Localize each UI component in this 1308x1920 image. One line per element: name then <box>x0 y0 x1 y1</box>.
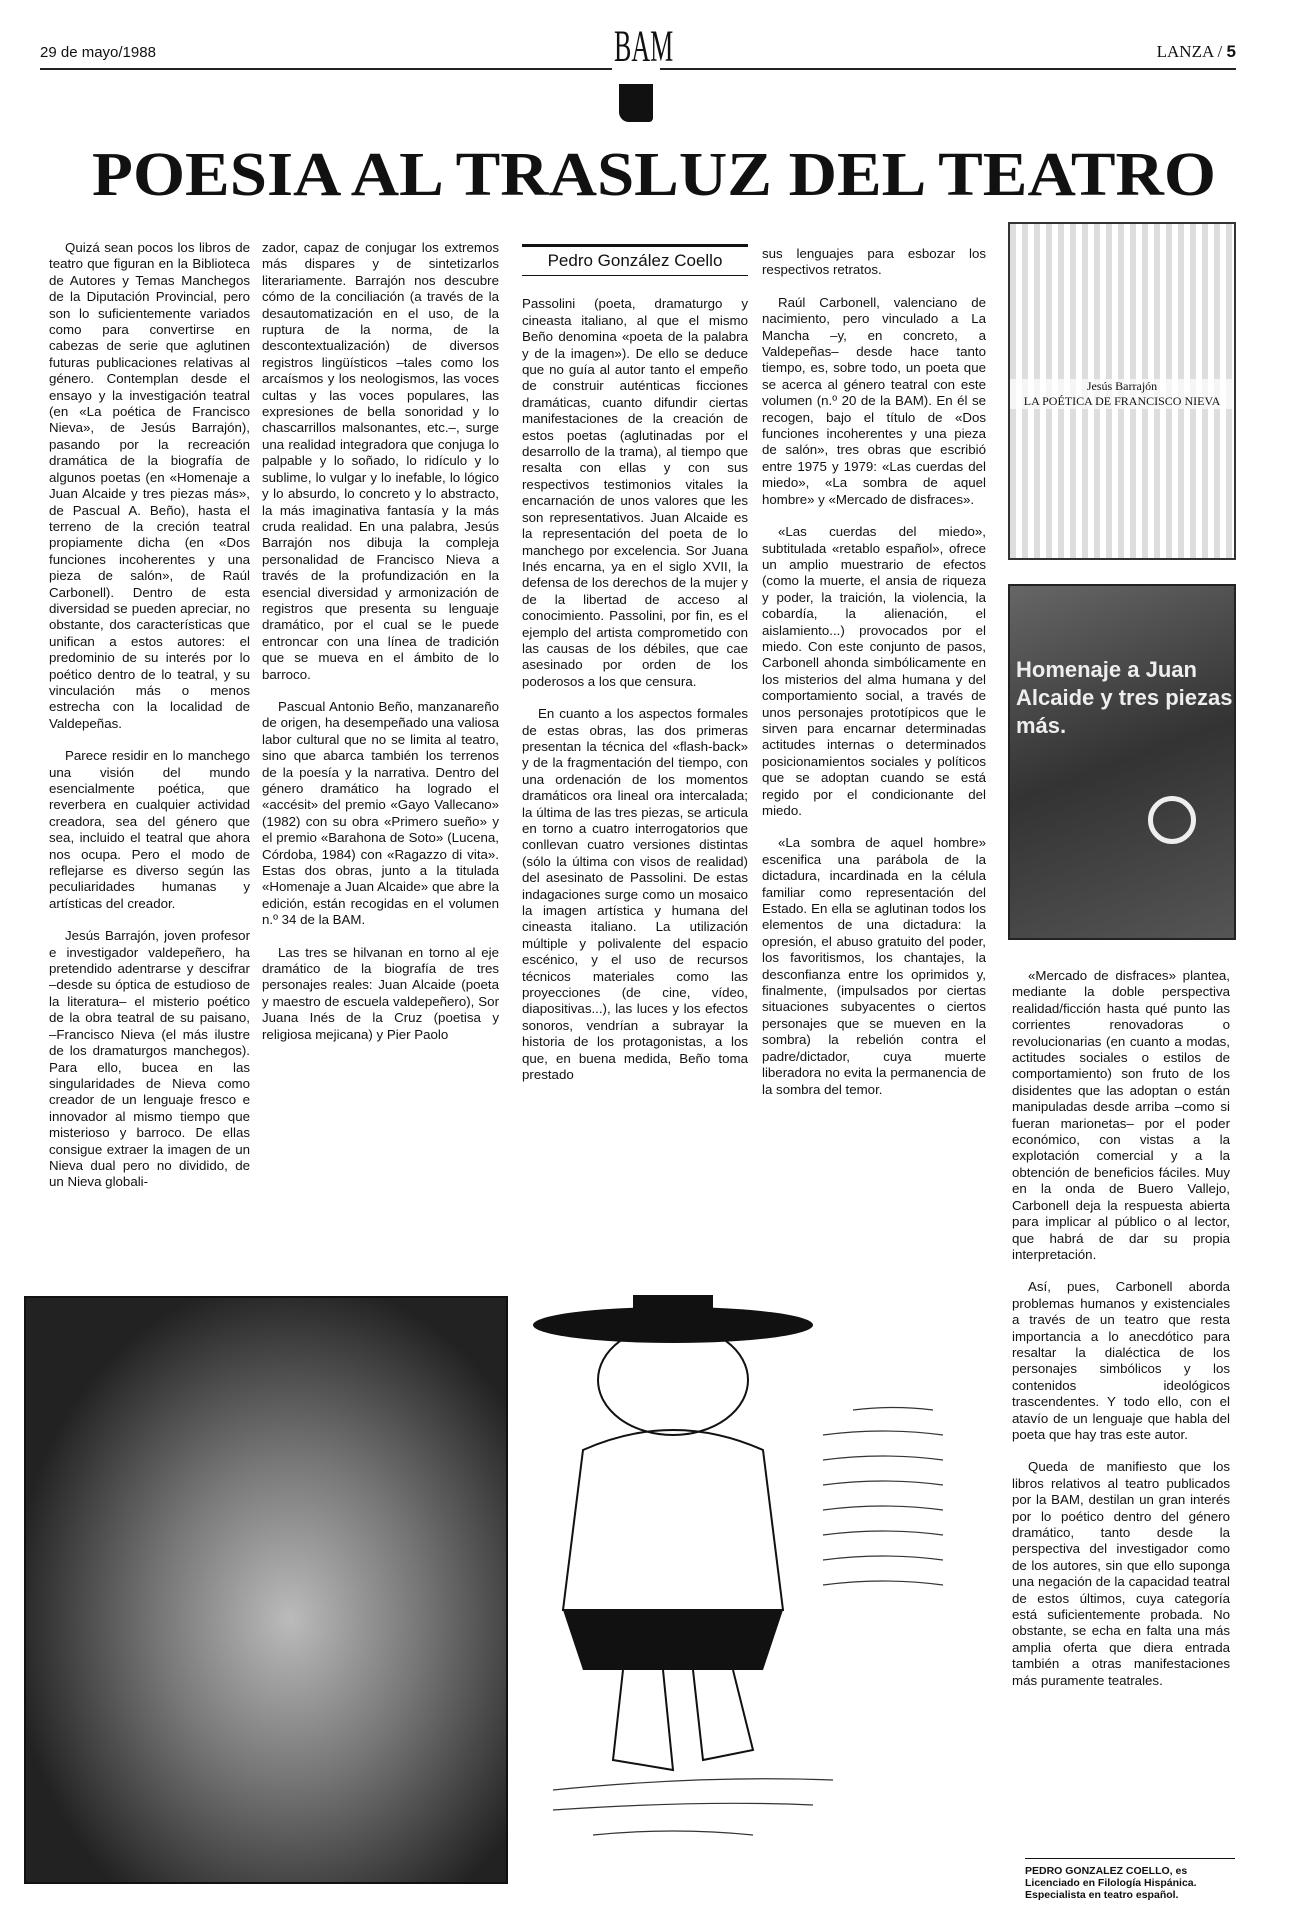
author-name: Pedro González Coello <box>522 244 748 276</box>
header-rule <box>40 68 612 70</box>
column-4: sus lenguajes para esbozar los respectivos retratos. Raúl Carbonell, valenciano de nacimiento, pero vinculado a La Mancha –y, en concreto, a Valdepeñas– desde hace tanto tiempo, es, sobre todo, un poeta que se acerca al género teatral con este volumen (n.º 20 de la BAM). En él se recogen, bajo el título de «Dos funciones incoherentes y una pieza de salón», tres obras que escribió entre 1975 y 1979: «Las cuerdas del miedo», «La sombra de aquel hombre» y «Mercado de disfraces». «Las cuerdas del miedo», subtitulada «retablo español», ofrece un amplio muestrario de efectos (como la muerte, el ansia de riqueza y poder, la traición, la violencia, la cobardía, la alienación, el aislamiento...) provocados por el miedo. Con este conjunto de pasos, Carbonell ahonda simbólicamente en los misterios del alma humana y del comportamiento social, a través de unos personajes prototípicos que le sirven para encarnar determinadas actitudes internas o determinados posicionamientos sociales y políticos que se adoptan cuando se está regido por el condicionante del miedo. «La sombra de aquel hombre» escenifica una parábola de la dictadura, incardinada en la célula familiar como representación del Estado. En ella se aglutinan todos los elementos de una dictadura: la opresión, el abuso gratuito del poder, los favoritismos, los chantajes, la desconfianza entre los oprimidos y, finalmente, (impulsados por ciertas situaciones subyacentes o ciertos personajes que se mueven en la sombra) la rebelión contra el padre/dictador, cuya muerte liberadora no evita la permanencia de la sombra del temor. <box>762 246 986 1097</box>
section-page: LANZA / 5 <box>1156 42 1236 61</box>
issue-date: 29 de mayo/1988 <box>40 44 156 61</box>
column-5: «Mercado de disfraces» plantea, mediante la doble perspectiva realidad/ficción hasta qué punto las corrientes renovadoras o revolucionarias (en cuanto a modas, actitudes sociales o estilos de comportamiento) son fruto de los disidentes que las adoptan o están manipuladas desde arriba –como si fueran marionetas– por el poder económico, con vistas a la explotación comercial y a la obtención de beneficios fáciles. Muy en la onda de Buero Vallejo, Carbonell deja la respuesta abierta para implicar al público o al lector, que habrá de dar su propia interpretación. Así, pues, Carbonell aborda problemas humanos y existenciales a través de un teatro que resta importancia a lo anecdótico para resaltar la dialéctica de los personajes simbólicos y los contenidos ideológicos trascendentes. Y todo ello, con el atavío de un lenguaje que habla del poeta que hay tras este autor. Queda de manifiesto que los libros relativos al teatro publicados por la BAM, destilan un gran interés por lo poético dentro del género dramático, tanto desde la perspectiva del investigador como de los autores, sin que ello suponga una negación de la capacidad teatral de estos últimos, cuya categoría está suficientemente probada. No obstante, se echa en falta una más amplia oferta que diera entrada también a otras manifestaciones más puramente teatrales. <box>1012 968 1230 1688</box>
headline: POESIA AL TRASLUZ DEL TEATRO <box>92 141 1216 209</box>
column-1: Quizá sean pocos los libros de teatro que figuran en la Biblioteca de Autores y Temas Manchegos de la Diputación Provincial, pero son lo suficientemente variados como para convertirse en cabezas de serie que aglutinen futuras publicaciones relativas al género. Contemplan desde el ensayo y la investigación teatral (en «La poética de Francisco Nieva», de Jesús Barrajón), pasando por la recreación dramática de la biografía de algunos poetas (en «Homenaje a Juan Alcaide y tres piezas más», de Pascual A. Beño), hasta el terreno de la creción teatral propiamente dicha (en «Dos funciones incoherentes y una pieza de salón», de Raúl Carbonell). Dentro de esta diversidad se pueden apreciar, no obstante, dos características que unifican a estos autores: el predominio de su interés por lo poético dentro de lo teatral, y su vinculación más o menos estrecha con la localidad de Valdepeñas. Parece residir en lo manchego una visión del mundo esencialmente poética, que reverbera en cualquier actividad creadora, sea del género que sea, incluido el teatral que ahora nos ocupa. Pero el modo de reflejarse es diverso según las peculiaridades humanas y artísticas del creador. Jesús Barrajón, joven profesor e investigador valdepeñero, ha pretendido adentrarse y descifrar –desde su óptica de estudioso de la literatura– el misterio poético de la obra teatral de su paisano, –Francisco Nieva (el más ilustre de los dramaturgos manchegos). Para ello, bucea en las singularidades de Nieva como creador de un lenguaje fresco e innovador al mismo tiempo que misterioso y barroco. De ellas consigue extraer la imagen de un Nieva dual pero no dividido, de un Nieva globali- <box>49 240 250 1190</box>
column-3: Pedro González Coello Passolini (poeta, dramaturgo y cineasta italiano, al que el mismo Beño denomina «poeta de la palabra y de la imagen»). De ello se deduce que no guía al autor tanto el empeño de construir auténticas ficciones dramáticas, cuanto difundir ciertas manifestaciones de la creación de estos poetas (aglutinadas por el desarrollo de la trama), al tiempo que resalta con ellas y con sus respectivos testimonios vitales la encarnación de unos valores que les son representativos. Juan Alcaide es la representación del poeta de lo manchego por excelencia. Sor Juana Inés encarna, ya en el siglo XVII, la defensa de los derechos de la mujer y de la libertad de acceso al conocimiento. Passolini, por fin, es el ejemplo del artista comprometido con las causas de los débiles, que cae asesinado por orden de los poderosos a los que censura. En cuanto a los aspectos formales de estas obras, las dos primeras presentan la técnica del «flash-back» y de la fragmentación del tiempo, con una ordenación de los momentos dramáticos ora lineal ora intercalada; la última de las tres piezas, se articula en torno a cuatro interrogatorios que conllevan cuatro versiones distintas (sólo la última con visos de realidad) del asesinato de Passolini. De estas indagaciones surge como un mosaico la imagen artística y humana del cineasta italiano. La utilización múltiple y polivalente del espacio escénico, y el uso de recursos técnicos materiales como las proyecciones (de cine, vídeo, diapositivas...), las luces y los efectos sonoros, vendrían a subrayar la historia de los protagonistas, a los que, en buena medida, Beño toma prestado <box>522 244 748 1100</box>
nieva-illustration <box>523 1290 993 1850</box>
author-portrait-photo <box>24 1296 508 1884</box>
book-cover-poetica-nieva: Jesús Barrajón LA POÉTICA DE FRANCISCO NIEVA <box>1008 222 1236 560</box>
author-byline: PEDRO GONZALEZ COELLO, es Licenciado en Filología Hispánica. Especialista en teatro español. <box>1025 1858 1235 1901</box>
book-cover-homenaje-alcaide: Homenaje a Juan Alcaide y tres piezas más. <box>1008 584 1236 940</box>
bam-logo: BAM <box>614 34 658 122</box>
header-rule <box>660 68 1236 70</box>
column-2: zador, capaz de conjugar los extremos más dispares y de sintetizarlos literariamente. Barrajón nos descubre cómo de la conciliación (a través de la desautomatización en el uso, de la ruptura de la norma, de la descontextualización) de diversos registros lingüísticos –tales como los arcaísmos y los neologismos, las voces cultas y las voces populares, las expresiones de bella sonoridad y lo chascarrillos malsonantes, etc.–, surge una realidad integradora que conjuga lo palpable y lo soñado, lo ridículo y lo sublime, lo vulgar y lo inefable, lo lógico y lo absurdo, lo concreto y lo abstracto, la más imaginativa fantasía y la más cruda realidad. En una palabra, Jesús Barrajón nos dibuja la compleja personalidad de Francisco Nieva a través de la profundización en la esencial diversidad y armonización de registros que presenta su lenguaje dramático, por el cual se le puede entroncar con una línea de tradición que se mueva en el ámbito de lo barroco. Pascual Antonio Beño, manzanareño de origen, ha desempeñado una valiosa labor cultural que no se limita al teatro, sino que abarca también los terrenos de la poesía y la narrativa. Dentro del género dramático ha logrado el «accésit» del premio «Gayo Vallecano» (1982) con su obra «Primero sueño» y el premio «Barahona de Soto» (Lucena, Córdoba, 1984) con «Ragazzo di vita». Estas dos obras, junto a la titulada «Homenaje a Juan Alcaide» que abre la edición, están recogidas en el volumen n.º 34 de la BAM. Las tres se hilvanan en torno al eje dramático de la biografía de tres personajes reales: Juan Alcaide (poeta y maestro de escuela valdepeñero), Sor Juana Inés de la Cruz (poetisa y religiosa mejicana) y Pier Paolo <box>262 240 499 1042</box>
